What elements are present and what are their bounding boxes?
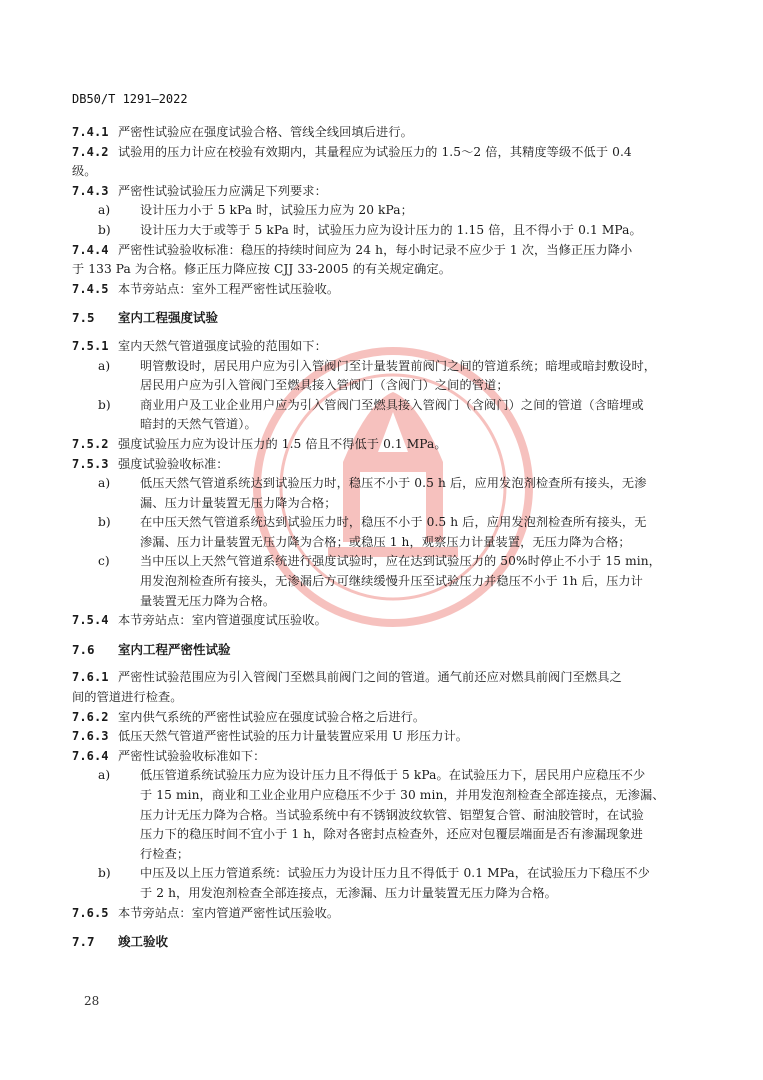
list-item [72, 357, 700, 377]
list-item-text: 在中压天然气管道系统达到试验压力时，稳压不小于 0.5 h 后，应用发泡剂检查所有接头，无 [140, 515, 647, 530]
list-item-continuation [72, 376, 700, 396]
clause-text: 严密性试验验收标准如下： [118, 748, 266, 763]
list-item [72, 552, 700, 572]
clause-text: 于 133 Pa 为合格。修正压力降应按 CJJ 33-2005 的有关规定确定。 [72, 262, 452, 277]
list-item-continuation [72, 572, 700, 592]
list-item-text: 于 15 min，商业和工业企业用户应稳压不少于 30 min，并用发泡剂检查全部连接点，无渗漏、 [140, 788, 665, 802]
clause-line [72, 455, 700, 475]
list-item [72, 474, 700, 494]
list-item-continuation [72, 786, 700, 806]
list-item-text: 设计压力大于或等于 5 kPa 时，试验压力应为设计压力的 1.15 倍，且不得小于 0.1 MPa。 [140, 222, 642, 237]
list-item-marker: b) [98, 397, 111, 412]
list-item-text: 压力下的稳压时间不宜小于 1 h，除对各密封点检查外，还应对包覆层端面是否有渗漏现象进 [140, 827, 643, 842]
clause-text: 强度试验验收标准： [118, 456, 229, 471]
clause-number: 7.6.5 [72, 905, 109, 920]
clause-number: 7.6.1 [72, 670, 109, 685]
clause-line [72, 904, 700, 924]
list-item-text: 暗封的天然气管道）。 [140, 417, 257, 432]
clause-number: 7.5.4 [72, 613, 109, 628]
list-item-text: 当中压以上天然气管道系统进行强度试验时，应在达到试验压力的 50%时停止不小于 15 min， [140, 554, 661, 569]
clause-continuation [72, 260, 700, 280]
list-item-text: 居民用户应为引入管阀门至燃具接入管阀门（含阀门）之间的管道； [140, 378, 509, 393]
section-heading [72, 640, 700, 660]
clause-number: 7.6.3 [72, 729, 109, 744]
list-item-text: 用发泡剂检查所有接头，无渗漏后方可继续缓慢升压至试验压力并稳压不小于 1h 后，压力计 [140, 574, 643, 589]
list-item-text: 压力计无压力降为合格。当试验系统中有不锈钢波纹软管、铝塑复合管、耐油胶管时，在试验 [140, 807, 644, 822]
clause-text: 室内天然气管道强度试验的范围如下： [118, 338, 327, 353]
section-heading [72, 308, 700, 328]
clause-number: 7.5.1 [72, 338, 109, 353]
list-item-marker: b) [98, 866, 111, 881]
list-item-continuation [72, 806, 700, 826]
clause-text: 低压天然气管道严密性试验的压力计量装置应采用 U 形压力计。 [118, 729, 469, 744]
list-item-continuation [72, 415, 700, 435]
list-item-marker: c) [98, 554, 110, 569]
clause-text: 严密性试验验收标准：稳压的持续时间应为 24 h，每小时记录不应少于 1 次，当修正压力降小 [118, 242, 633, 257]
clause-text: 强度试验压力应为设计压力的 1.5 倍且不得低于 0.1 MPa。 [118, 436, 447, 451]
clause-line [72, 747, 700, 767]
list-item-marker: a) [98, 476, 111, 491]
clause-number: 7.6.4 [72, 748, 109, 763]
section-heading [72, 932, 700, 952]
list-item-text: 设计压力小于 5 kPa 时，试验压力应为 20 kPa； [140, 203, 413, 218]
list-item-marker: b) [98, 515, 111, 530]
list-item-continuation [72, 825, 700, 845]
list-item-continuation [72, 494, 700, 514]
list-item [72, 221, 700, 241]
clause-text: 严密性试验试验压力应满足下列要求： [118, 183, 327, 198]
clause-text: 本节旁站点：室外工程严密性试压验收。 [118, 281, 340, 296]
list-item-text: 行检查； [140, 846, 190, 861]
clause-line [72, 337, 700, 357]
clause-number: 7.4.2 [72, 144, 109, 159]
clause-line [72, 241, 700, 261]
section-title: 室内工程严密性试验 [118, 641, 231, 657]
list-item-continuation [72, 884, 700, 904]
list-item-text: 漏、压力计量装置无压力降为合格； [140, 495, 337, 510]
section-number: 7.6 [72, 641, 95, 657]
list-item-text: 渗漏、压力计量装置无压力降为合格；或稳压 1 h，观察压力计量装置，无压力降为合格； [140, 534, 631, 549]
clause-continuation [72, 688, 700, 708]
clause-text: 间的管道进行检查。 [72, 690, 183, 705]
list-item-marker: a) [98, 358, 111, 373]
section-number: 7.5 [72, 310, 95, 326]
clause-number: 7.4.5 [72, 281, 109, 296]
list-item-text: 量装置无压力降为合格。 [140, 593, 276, 608]
list-item [72, 513, 700, 533]
clause-text: 严密性试验应在强度试验合格、管线全线回填后进行。 [118, 125, 413, 139]
list-item-text: 于 2 h，用发泡剂检查全部连接点，无渗漏、压力计量装置无压力降为合格。 [140, 885, 557, 900]
clause-number: 7.6.2 [72, 709, 109, 724]
page-number: 28 [84, 994, 100, 1008]
document-code-header: DB50/T 1291—2022 [72, 92, 188, 106]
list-item-text: 低压天然气管道系统达到试验压力时，稳压不小于 0.5 h 后，应用发泡剂检查所有接头，无渗 [140, 476, 647, 491]
list-item-continuation [72, 533, 700, 553]
clause-line [72, 611, 700, 631]
list-item-text: 明管敷设时，居民用户应为引入管阀门至计量装置前阀门之间的管道系统；暗埋或暗封敷设时， [140, 358, 657, 373]
clause-number: 7.4.3 [72, 183, 109, 198]
clause-text: 室内供气系统的严密性试验应在强度试验合格之后进行。 [118, 709, 426, 724]
clause-line [72, 435, 700, 455]
list-item [72, 766, 700, 786]
clause-number: 7.4.1 [72, 125, 109, 139]
clause-line [72, 143, 700, 163]
clause-text: 本节旁站点：室内管道强度试压验收。 [118, 613, 327, 628]
list-item-continuation [72, 845, 700, 865]
list-item-text: 中压及以上压力管道系统：试验压力为设计压力且不得低于 0.1 MPa，在试验压力下稳压不少 [140, 866, 650, 881]
list-item-text: 商业用户及工业企业用户应为引入管阀门至燃具接入管阀门（含阀门）之间的管道（含暗埋或 [140, 397, 644, 412]
clause-line [72, 280, 700, 300]
list-item-marker: a) [98, 203, 111, 218]
clause-text: 试验用的压力计应在校验有效期内，其量程应为试验压力的 1.5～2 倍，其精度等级不低于 0.4 [118, 144, 632, 159]
list-item-marker: b) [98, 222, 111, 237]
clause-number: 7.5.2 [72, 436, 109, 451]
list-item [72, 396, 700, 416]
clause-number: 7.5.3 [72, 456, 109, 471]
clause-text: 级。 [72, 164, 97, 179]
clause-line [72, 727, 700, 747]
list-item-continuation [72, 592, 700, 612]
document-body [72, 123, 700, 961]
list-item-marker: a) [98, 768, 111, 783]
clause-text: 严密性试验范围应为引入管阀门至燃具前阀门之间的管道。通气前还应对燃具前阀门至燃具之 [118, 670, 622, 685]
clause-continuation [72, 162, 700, 182]
clause-number: 7.4.4 [72, 242, 109, 257]
clause-line [72, 708, 700, 728]
clause-text: 本节旁站点：室内管道严密性试压验收。 [118, 905, 340, 920]
list-item [72, 201, 700, 221]
clause-line [72, 182, 700, 202]
clause-line [72, 123, 700, 143]
section-title: 竣工验收 [118, 934, 169, 950]
list-item [72, 864, 700, 884]
section-title: 室内工程强度试验 [118, 310, 219, 326]
section-number: 7.7 [72, 934, 95, 950]
clause-line [72, 668, 700, 688]
list-item-text: 低压管道系统试验压力应为设计压力且不得低于 5 kPa。在试验压力下，居民用户应稳压不少 [140, 768, 646, 783]
